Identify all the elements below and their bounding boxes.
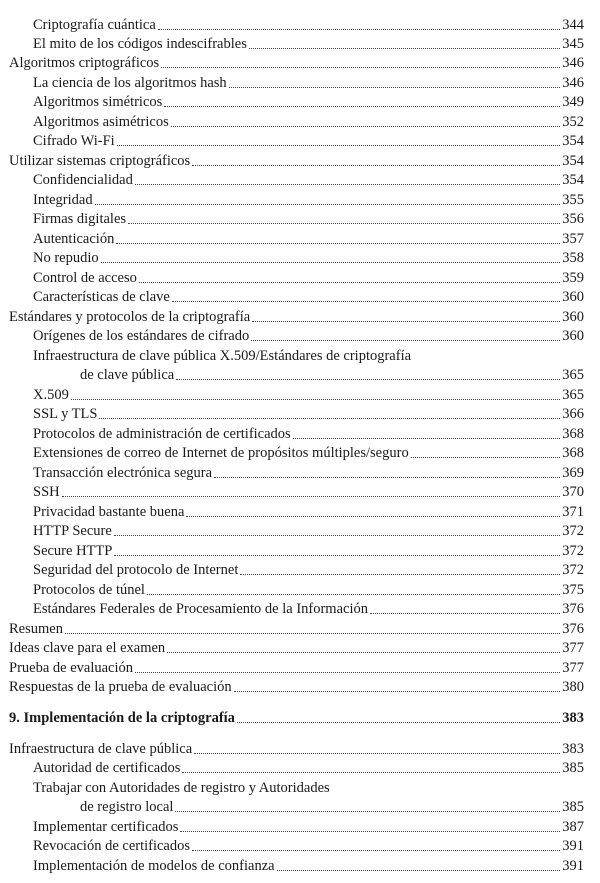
toc-entry-title: La ciencia de los algoritmos hash	[33, 75, 227, 91]
toc-entry-page: 344	[562, 17, 584, 33]
toc-entry-page: 358	[562, 250, 584, 266]
toc-entry-page: 354	[562, 172, 584, 188]
toc-chapter-heading	[9, 707, 584, 726]
toc-leader	[249, 47, 560, 49]
toc-entry-page: 377	[562, 640, 584, 656]
toc-entry-page: 357	[562, 231, 584, 247]
toc-entry-page: 359	[562, 270, 584, 286]
toc-leader	[135, 671, 560, 673]
toc-entry-page: 383	[562, 710, 584, 726]
toc-entry	[33, 579, 584, 598]
toc-entry-page: 346	[562, 75, 584, 91]
toc-entry-page: 360	[562, 309, 584, 325]
toc-leader	[164, 105, 560, 107]
toc-entry-page: 349	[562, 94, 584, 110]
toc-entry-title: HTTP Secure	[33, 523, 112, 539]
toc-entry-title: Autoridad de certificados	[33, 760, 181, 776]
toc-entry-page: 391	[562, 838, 584, 854]
toc-entry	[80, 364, 584, 383]
toc-entry-title: Algoritmos asimétricos	[33, 114, 169, 130]
toc-entry	[33, 14, 584, 33]
toc-entry	[9, 657, 584, 676]
toc-leader	[128, 222, 560, 224]
toc-leader	[114, 554, 560, 556]
toc-leader	[192, 164, 560, 166]
toc-entry-title: X.509	[33, 387, 69, 403]
toc-chapter-title: 9. Implementación de la criptografía	[9, 710, 235, 726]
toc-entry-first-line	[33, 345, 584, 364]
toc-leader	[135, 183, 560, 185]
toc-leader	[229, 86, 561, 88]
toc-entry-title: Resumen	[9, 621, 63, 637]
toc-entry-title-continuation: de registro local	[80, 799, 174, 815]
toc-entry-page: 385	[562, 760, 584, 776]
toc-leader	[293, 437, 561, 439]
toc-entry-title: Protocolos de túnel	[33, 582, 145, 598]
toc-entry-title: Secure HTTP	[33, 543, 113, 559]
toc-entry-title: SSL y TLS	[33, 406, 98, 422]
toc-entry	[33, 384, 584, 403]
toc-entry	[33, 247, 584, 266]
toc-entry	[9, 52, 584, 71]
toc-leader	[117, 144, 561, 146]
toc-entry	[33, 835, 584, 854]
toc-entry	[80, 796, 584, 815]
toc-entry	[33, 423, 584, 442]
toc-entry-page: 360	[562, 328, 584, 344]
toc-entry	[33, 91, 584, 110]
toc-entry	[33, 286, 584, 305]
toc-entry-title: Firmas digitales	[33, 211, 127, 227]
toc-leader	[158, 28, 560, 30]
toc-leader	[147, 593, 560, 595]
toc-leader	[171, 125, 561, 127]
toc-entry-title: Infraestructura de clave pública X.509/Estándares de criptografía	[33, 348, 412, 364]
toc-entry-title: El mito de los códigos indescifrables	[33, 36, 247, 52]
toc-entry-page: 391	[562, 858, 584, 874]
toc-leader	[167, 651, 560, 653]
toc-entry	[33, 111, 584, 130]
toc-entry-title: Infraestructura de clave pública	[9, 741, 193, 757]
toc-entry	[33, 598, 584, 617]
toc-entry	[33, 520, 584, 539]
toc-entry-page: 376	[562, 621, 584, 637]
toc-entry-page: 360	[562, 289, 584, 305]
toc-entry-page: 377	[562, 660, 584, 676]
toc-entry-page: 371	[562, 504, 584, 520]
toc-leader	[175, 810, 560, 812]
toc-entry	[33, 267, 584, 286]
toc-entry-page: 376	[562, 601, 584, 617]
toc-leader	[139, 281, 560, 283]
toc-leader	[186, 515, 560, 517]
toc-entry	[9, 676, 584, 695]
toc-entry	[33, 540, 584, 559]
toc-leader	[411, 456, 561, 458]
toc-entry-page: 355	[562, 192, 584, 208]
toc-entry-page: 354	[562, 153, 584, 169]
toc-entry-title: Algoritmos simétricos	[33, 94, 163, 110]
toc-leader	[234, 690, 561, 692]
toc-entry-title-continuation: de clave pública	[80, 367, 175, 383]
toc-leader	[176, 378, 560, 380]
toc-entry-title: Orígenes de los estándares de cifrado	[33, 328, 250, 344]
toc-entry-title: Criptografía cuántica	[33, 17, 156, 33]
toc-entry-page: 365	[562, 367, 584, 383]
toc-entry	[33, 559, 584, 578]
toc-entry-page: 354	[562, 133, 584, 149]
toc-entry	[9, 306, 584, 325]
toc-entry	[33, 855, 584, 874]
toc-entry	[33, 208, 584, 227]
toc-entry	[33, 481, 584, 500]
toc-entry-title: Estándares y protocolos de la criptografía	[9, 309, 251, 325]
toc-leader	[116, 242, 560, 244]
toc-leader	[214, 476, 560, 478]
toc-entry	[33, 130, 584, 149]
toc-entry	[33, 33, 584, 52]
toc-leader	[182, 771, 560, 773]
toc-entry-page: 346	[562, 55, 584, 71]
toc-leader	[194, 752, 560, 754]
toc-entry-page: 345	[562, 36, 584, 52]
toc-leader	[180, 830, 560, 832]
toc-entry-page: 368	[562, 426, 584, 442]
toc-entry-title: Revocación de certificados	[33, 838, 191, 854]
toc-entry-title: Control de acceso	[33, 270, 137, 286]
toc-entry-page: 387	[562, 819, 584, 835]
toc-entry-title: No repudio	[33, 250, 99, 266]
toc-entry	[9, 738, 584, 757]
toc-entry-page: 380	[562, 679, 584, 695]
toc-entry-title: Cifrado Wi-Fi	[33, 133, 115, 149]
toc-entry	[33, 816, 584, 835]
toc-leader	[101, 261, 561, 263]
toc-leader	[192, 849, 560, 851]
toc-entry	[33, 325, 584, 344]
toc-leader	[161, 66, 560, 68]
toc-leader	[251, 339, 560, 341]
toc-leader	[252, 320, 560, 322]
toc-entry-page: 368	[562, 445, 584, 461]
toc-leader	[277, 869, 561, 871]
toc-entry-title: Utilizar sistemas criptográficos	[9, 153, 191, 169]
toc-entry	[33, 442, 584, 461]
toc-entry	[33, 169, 584, 188]
toc-leader	[71, 398, 560, 400]
toc-entry-title: Privacidad bastante buena	[33, 504, 185, 520]
toc-entry-title: Autenticación	[33, 231, 115, 247]
toc-entry-title: Algoritmos criptográficos	[9, 55, 160, 71]
toc-entry	[33, 72, 584, 91]
toc-entry-page: 372	[562, 523, 584, 539]
toc-entry-page: 375	[562, 582, 584, 598]
toc-entry-page: 372	[562, 543, 584, 559]
toc-entry	[33, 757, 584, 776]
toc-entry-first-line	[33, 777, 584, 796]
toc-entry	[9, 150, 584, 169]
toc-entry	[33, 403, 584, 422]
toc-entry-title: Trabajar con Autoridades de registro y Autoridades	[33, 780, 330, 796]
toc-entry-title: Seguridad del protocolo de Internet	[33, 562, 239, 578]
toc-leader	[237, 721, 560, 723]
toc-entry-title: Implementar certificados	[33, 819, 179, 835]
toc-entry	[33, 189, 584, 208]
toc-entry	[9, 618, 584, 637]
toc-entry-page: 370	[562, 484, 584, 500]
toc-leader	[65, 632, 560, 634]
toc-leader	[370, 612, 560, 614]
toc-entry-page: 372	[562, 562, 584, 578]
toc-entry	[33, 462, 584, 481]
toc-entry-page: 365	[562, 387, 584, 403]
toc-entry-title: Confidencialidad	[33, 172, 133, 188]
toc-entry-page: 369	[562, 465, 584, 481]
toc-leader	[114, 534, 560, 536]
toc-leader	[172, 300, 560, 302]
toc-leader	[99, 417, 560, 419]
toc-entry-page: 385	[562, 799, 584, 815]
toc-entry	[9, 637, 584, 656]
toc-entry-title: Integridad	[33, 192, 93, 208]
toc-leader	[240, 573, 560, 575]
toc-entry	[33, 228, 584, 247]
toc-entry	[33, 501, 584, 520]
toc-leader	[95, 203, 561, 205]
toc-entry-page: 366	[562, 406, 584, 422]
toc-entry-page: 383	[562, 741, 584, 757]
toc-entry-title: Ideas clave para el examen	[9, 640, 166, 656]
toc-entry-title: Protocolos de administración de certificados	[33, 426, 291, 442]
toc-entry-page: 356	[562, 211, 584, 227]
toc-entry-title: Prueba de evaluación	[9, 660, 134, 676]
toc-entry-title: Transacción electrónica segura	[33, 465, 213, 481]
toc-entry-page: 352	[562, 114, 584, 130]
toc-entry-title: Respuestas de la prueba de evaluación	[9, 679, 232, 695]
toc-entry-title: Extensiones de correo de Internet de propósitos múltiples/seguro	[33, 445, 409, 461]
toc-entry-title: SSH	[33, 484, 60, 500]
toc-entry-title: Implementación de modelos de confianza	[33, 858, 275, 874]
toc-leader	[62, 495, 561, 497]
toc-entry-title: Características de clave	[33, 289, 170, 305]
toc-entry-title: Estándares Federales de Procesamiento de la Información	[33, 601, 368, 617]
